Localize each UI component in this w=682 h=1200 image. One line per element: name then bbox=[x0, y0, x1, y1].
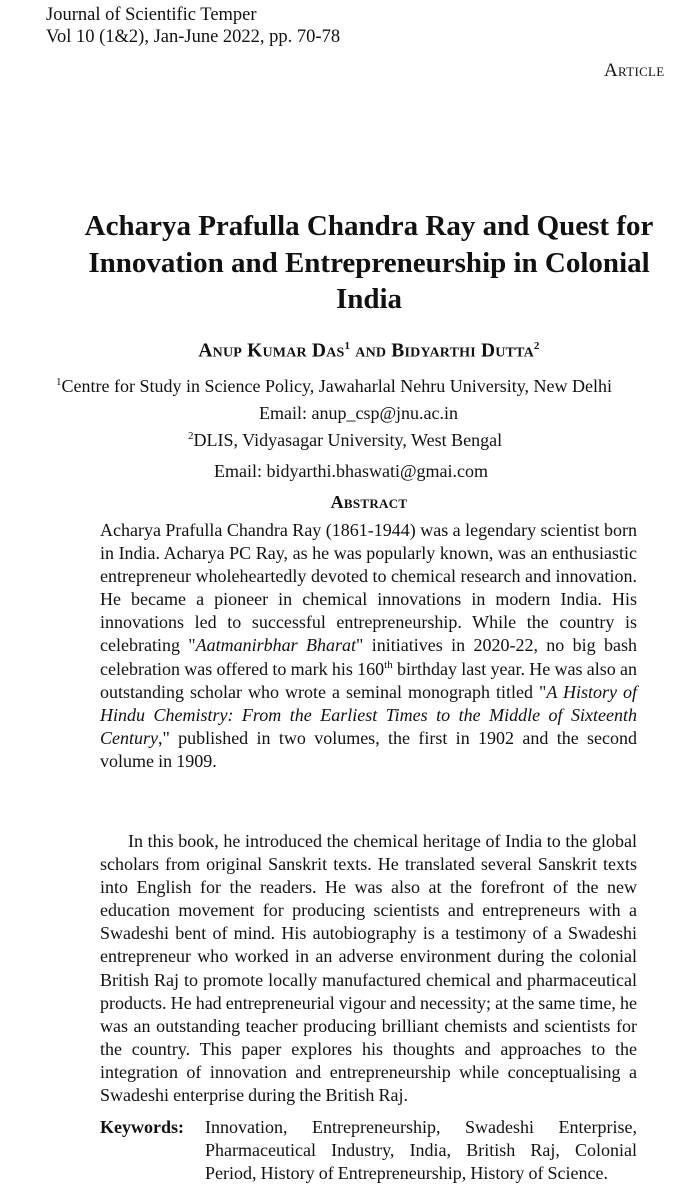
abstract-p1-italic-book-title: A History of Hindu Chemistry: From the Earliest Times to the Middle of Sixteenth Century bbox=[100, 681, 637, 748]
abstract-p1-italic-aatmanirbhar: Aatmanirbhar Bharat bbox=[195, 635, 357, 656]
author-2-name: Bidyarthi Dutta bbox=[391, 340, 534, 362]
keywords-label: Keywords: bbox=[100, 1117, 184, 1137]
abstract-p1-part-b: " initiatives in 2020-22, no big bash celebration was offered to mark his 160 bbox=[100, 635, 638, 679]
volume-info: Vol 10 (1&2), Jan-June 2022, pp. 70-78 bbox=[46, 27, 341, 47]
email-2: Email: bidyarthi.bhaswati@gmai.com bbox=[214, 461, 489, 481]
email-1: Email: anup_csp@jnu.ac.in bbox=[259, 403, 459, 423]
abstract-p1-part-a: Acharya Prafulla Chandra Ray (1861-1944) was a legendary scientist born in India. Acharya PC Ray, as he was popularly known, was an enthusiastic entrepreneur wholeheartedly devoted to chemical research and innovation. He became a pioneer in chemical innovations in modern India. His innovations led to successful entrepreneurship. While the country is celebrating " bbox=[100, 520, 637, 656]
abstract-paragraph-2: In this book, he introduced the chemical heritage of India to the global scholars from original Sanskrit texts. He translated several Sanskrit texts into English for the readers. He was also at the forefront of the new education movement for producing scientists and entrepreneurs with a Swadeshi bent of mind. His autobiography is a testimony of a Swadeshi entrepreneur who worked in an adverse environment during the colonial British Raj to promote locally manufactured chemical and pharmaceutical products. He had entrepreneurial vigour and necessity; at the same time, he was an outstanding teacher producing brilliant chemists and scientists for the country. This paper explores his thoughts and approaches to the integration of innovation and entrepreneurship while conceptualising a Swadeshi enterprise during the British Raj. bbox=[100, 831, 637, 1106]
abstract-p1-part-d: ," published in two volumes, the first in 1902 and the second volume in 1909. bbox=[100, 727, 637, 771]
author-connector: and bbox=[350, 340, 392, 362]
affiliation-2 bbox=[188, 430, 502, 451]
abstract-heading: Abstract bbox=[330, 492, 408, 512]
journal-name: Journal of Scientific Temper bbox=[46, 5, 257, 25]
affiliation-1-mark: 1 bbox=[56, 376, 62, 388]
author-line bbox=[56, 340, 682, 363]
keywords-list: Innovation, Entrepreneurship, Swadeshi Enterprise, Pharmaceutical Industry, India, British Raj, Colonial Period, History of Entrepreneurship, History of Science. bbox=[205, 1117, 637, 1184]
author-1-affiliation-mark: 1 bbox=[344, 340, 351, 352]
affiliation-2-text: DLIS, Vidyasagar University, West Bengal bbox=[193, 430, 503, 450]
paper-title: Acharya Prafulla Chandra Ray and Quest for Innovation and Entrepreneurship in Colonial India bbox=[84, 210, 654, 315]
affiliation-2-mark: 2 bbox=[188, 430, 194, 442]
abstract-p1-superscript: th bbox=[384, 658, 393, 671]
article-type-label: Article bbox=[604, 60, 665, 81]
abstract-p1-part-c: birthday last year. He was also an outstanding scholar who wrote a seminal monograph titled " bbox=[100, 658, 637, 702]
author-2-affiliation-mark: 2 bbox=[533, 340, 540, 352]
affiliation-1-text: Centre for Study in Science Policy, Jawaharlal Nehru University, New Delhi bbox=[61, 376, 613, 396]
keywords-block bbox=[100, 1116, 637, 1185]
affiliation-1 bbox=[56, 376, 612, 397]
author-1-name: Anup Kumar Das bbox=[198, 340, 345, 362]
journal-header bbox=[46, 4, 340, 48]
abstract-paragraph-1 bbox=[100, 519, 637, 773]
